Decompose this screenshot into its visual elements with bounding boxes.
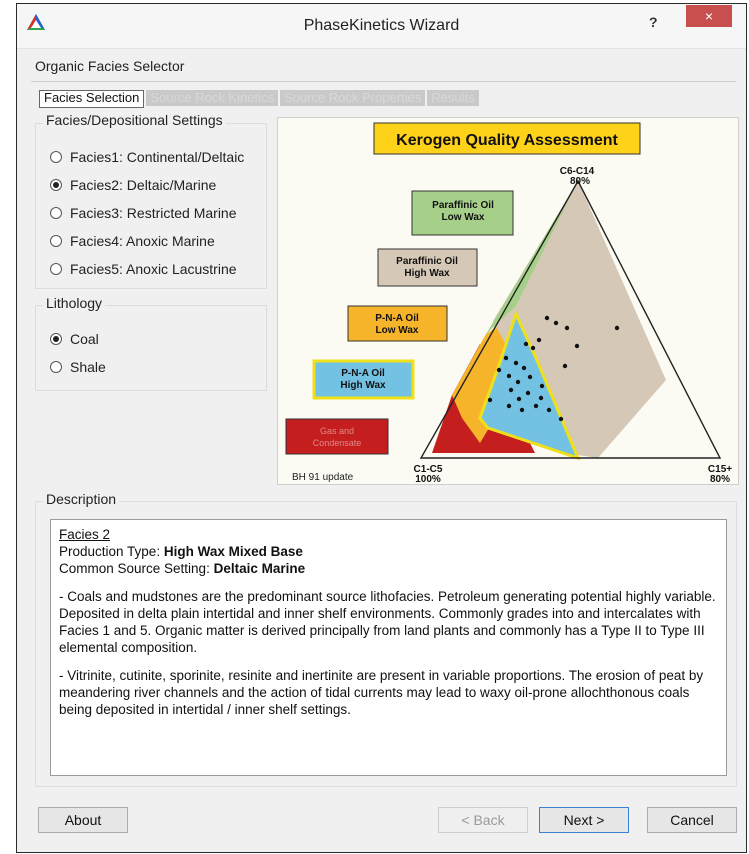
coal-radio[interactable]: [50, 331, 99, 347]
lithology-group-label: Lithology: [43, 295, 105, 311]
radio-button[interactable]: [50, 361, 62, 373]
facies2-label: Facies2: Deltaic/Marine: [70, 177, 217, 193]
top-vertex-label: C6-C14: [559, 166, 595, 177]
facies-group-label: Facies/Depositional Settings: [43, 112, 226, 128]
left-vertex-pct: 100%: [415, 474, 441, 484]
facies5-radio[interactable]: [50, 261, 237, 277]
breadcrumb-results[interactable]: Results: [427, 90, 478, 106]
back-button[interactable]: < Back: [438, 807, 528, 833]
close-button[interactable]: ×: [686, 5, 732, 27]
kerogen-quality-diagram: [277, 117, 739, 485]
right-vertex-pct: 80%: [709, 474, 731, 484]
description-paragraph-1: - Coals and mudstones are the predominant source lithofacies. Petroleum generating potential highly variable. Deposited in delta plain intertidal and inner shelf environments. Commonly grades into and intercalates with Facies 1 and 5. Organic matter is derived principally from land plants and commonly has a Type II to Type III elemental composition.: [59, 589, 716, 655]
lithology-group: [35, 305, 267, 391]
paraffinic-low-wax-label-2: Low Wax: [441, 212, 485, 223]
right-vertex-label: C15+: [707, 464, 733, 475]
production-type-value: High Wax Mixed Base: [163, 544, 303, 559]
pna-low-wax-label-2: Low Wax: [375, 325, 419, 336]
breadcrumb-source-rock-kinetics[interactable]: Source Rock Kinetics: [146, 90, 278, 106]
radio-button[interactable]: [50, 333, 62, 345]
facies1-label: Facies1: Continental/Deltaic: [70, 149, 245, 165]
source-setting-value: Deltaic Marine: [213, 561, 306, 576]
paraffinic-high-wax-label-2: High Wax: [404, 268, 450, 279]
paraffinic-high-wax-label-1: Paraffinic Oil: [396, 256, 458, 267]
pna-low-wax-label-1: P-N-A Oil: [375, 313, 419, 324]
facies2-radio[interactable]: [50, 177, 216, 193]
description-text-area[interactable]: [50, 519, 727, 776]
shale-radio[interactable]: [50, 359, 106, 375]
radio-button[interactable]: [50, 207, 62, 219]
radio-button[interactable]: [50, 151, 62, 163]
top-vertex-pct: 80%: [569, 176, 591, 187]
gas-condensate-box: [286, 419, 388, 454]
chart-footnote: BH 91 update: [292, 472, 354, 483]
gas-condensate-label-1: Gas and: [319, 426, 355, 436]
facies4-label: Facies4: Anoxic Marine: [70, 233, 215, 249]
about-button[interactable]: About: [38, 807, 128, 833]
chart-title: Kerogen Quality Assessment: [396, 132, 618, 149]
radio-button[interactable]: [50, 179, 62, 191]
source-setting-label: Common Source Setting:: [59, 561, 214, 576]
production-type-label: Production Type:: [59, 544, 164, 559]
breadcrumb-source-rock-properties[interactable]: Source Rock Properties: [280, 90, 425, 106]
facies5-label: Facies5: Anoxic Lacustrine: [70, 261, 237, 277]
facies3-label: Facies3: Restricted Marine: [70, 205, 237, 221]
facies4-radio[interactable]: [50, 233, 215, 249]
source-setting-line: [59, 560, 718, 577]
pna-high-wax-label-1: P-N-A Oil: [341, 368, 385, 379]
facies1-radio[interactable]: [50, 149, 244, 165]
production-type-line: [59, 543, 718, 560]
section-title: Organic Facies Selector: [35, 58, 185, 74]
breadcrumb-facies-selection[interactable]: Facies Selection: [39, 90, 144, 108]
radio-button[interactable]: [50, 235, 62, 247]
cancel-button[interactable]: Cancel: [647, 807, 737, 833]
facies3-radio[interactable]: [50, 205, 237, 221]
coal-label: Coal: [70, 331, 99, 347]
description-paragraph-2: - Vitrinite, cutinite, sporinite, resinite and inertinite are present in variable proportions. The erosion of peat by meandering river channels and the action of tidal currents may lead to waxy oil-prone allochthonous coals being deposited in intertidal / inner shelf settings.: [59, 668, 704, 717]
shale-label: Shale: [70, 359, 106, 375]
ternary-diagram: [278, 118, 738, 484]
wizard-window: [16, 3, 747, 853]
next-button[interactable]: Next >: [539, 807, 629, 833]
divider: [31, 81, 736, 82]
title-bar: [17, 4, 746, 49]
breadcrumb: [39, 90, 481, 106]
radio-button[interactable]: [50, 263, 62, 275]
left-vertex-label: C1-C5: [413, 464, 443, 475]
window-title: PhaseKinetics Wizard: [303, 17, 460, 34]
paraffinic-low-wax-label-1: Paraffinic Oil: [432, 200, 494, 211]
gas-condensate-label-2: Condensate: [312, 438, 362, 448]
description-label: Description: [43, 491, 119, 507]
pna-high-wax-label-2: High Wax: [340, 380, 386, 391]
help-button[interactable]: ?: [649, 14, 658, 30]
facies-name: Facies 2: [59, 527, 111, 542]
